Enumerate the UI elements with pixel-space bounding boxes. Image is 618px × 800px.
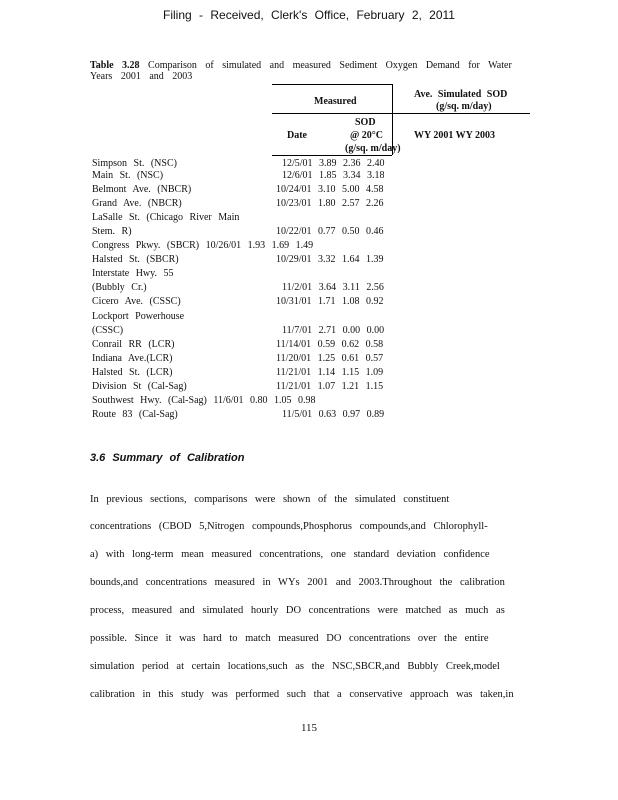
table-row bbox=[92, 226, 384, 238]
row-location: Southwest Hwy. (Cal-Sag) 11/6/01 0.80 1.05 0.98 bbox=[92, 395, 316, 406]
row-location: Lockport Powerhouse bbox=[92, 311, 185, 322]
row-values: 10/29/01 3.32 1.64 1.39 bbox=[276, 254, 384, 265]
row-values: 10/24/01 3.10 5.00 4.58 bbox=[276, 184, 384, 195]
table-row bbox=[92, 325, 385, 337]
row-values: 12/5/01 3.89 2.36 2.40 bbox=[282, 158, 385, 169]
row-location: (Bubbly Cr.) bbox=[92, 282, 147, 293]
table-row bbox=[92, 395, 316, 407]
row-location: Simpson St. (NSC) bbox=[92, 158, 177, 169]
table-row bbox=[92, 296, 384, 308]
table-row bbox=[92, 198, 384, 210]
row-location: Belmont Ave. (NBCR) bbox=[92, 184, 192, 195]
row-values: 11/2/01 3.64 3.11 2.56 bbox=[282, 282, 384, 293]
table-row bbox=[92, 158, 385, 170]
header-ave-units: (g/sq. m/day) bbox=[436, 101, 492, 112]
row-location: Halsted St. (SBCR) bbox=[92, 254, 179, 265]
table-divider-1 bbox=[392, 84, 393, 113]
table-row bbox=[92, 268, 174, 280]
header-measured: Measured bbox=[314, 96, 357, 107]
header-wy-columns: WY 2001 WY 2003 bbox=[414, 130, 496, 141]
row-values: 11/14/01 0.59 0.62 0.58 bbox=[276, 339, 384, 350]
row-location: LaSalle St. (Chicago River Main bbox=[92, 212, 240, 223]
page-number: 115 bbox=[300, 722, 318, 734]
row-location: Route 83 (Cal-Sag) bbox=[92, 409, 178, 420]
paragraph-line: concentrations (CBOD 5,Nitrogen compounds,Phosphorus compounds,and Chlorophyll- bbox=[90, 521, 488, 532]
paragraph-line: a) with long-term mean measured concentrations, one standard deviation confidence bbox=[90, 549, 490, 560]
paragraph-line: process, measured and simulated hourly DO concentrations were matched as much as bbox=[90, 605, 505, 616]
row-location: Main St. (NSC) bbox=[92, 170, 164, 181]
row-location: Halsted St. (LCR) bbox=[92, 367, 173, 378]
paragraph-line: bounds,and concentrations measured in WYs 2001 and 2003.Throughout the calibration bbox=[90, 577, 505, 588]
row-location: Division St (Cal-Sag) bbox=[92, 381, 187, 392]
row-location: Congress Pkwy. (SBCR) 10/26/01 1.93 1.69 1.49 bbox=[92, 240, 314, 251]
row-location: Interstate Hwy. 55 bbox=[92, 268, 174, 279]
section-heading: 3.6 Summary of Calibration bbox=[90, 452, 245, 464]
paragraph-line: calibration in this study was performed such that a conservative approach was taken,in bbox=[90, 689, 514, 700]
table-header-rule bbox=[272, 155, 392, 156]
table-divider-2 bbox=[392, 113, 393, 155]
row-values: 11/5/01 0.63 0.97 0.89 bbox=[282, 409, 385, 420]
row-values: 10/31/01 1.71 1.08 0.92 bbox=[276, 296, 384, 307]
row-values: 10/22/01 0.77 0.50 0.46 bbox=[276, 226, 384, 237]
table-row bbox=[92, 282, 384, 294]
table-row bbox=[92, 184, 384, 196]
table-caption-label: Table 3.28 bbox=[90, 60, 140, 71]
row-location: Conrail RR (LCR) bbox=[92, 339, 175, 350]
table-row bbox=[92, 212, 239, 224]
row-location: (CSSC) bbox=[92, 325, 124, 336]
table-row bbox=[92, 170, 385, 182]
table-row bbox=[92, 381, 384, 393]
row-values: 12/6/01 1.85 3.34 3.18 bbox=[282, 170, 385, 181]
table-caption-text: Comparison of simulated and measured Sediment Oxygen Demand for Water Years 2001 and 2003 bbox=[90, 60, 512, 82]
row-values: 11/21/01 1.07 1.21 1.15 bbox=[276, 381, 384, 392]
table-mid-rule bbox=[272, 113, 530, 114]
row-location: Cicero Ave. (CSSC) bbox=[92, 296, 181, 307]
paragraph-line: simulation period at certain locations,such as the NSC,SBCR,and Bubbly Creek,model bbox=[90, 661, 500, 672]
table-top-rule bbox=[272, 84, 392, 85]
header-sod-temp: @ 20°C bbox=[350, 130, 384, 141]
table-row bbox=[92, 367, 384, 379]
table-row bbox=[92, 240, 313, 252]
table-row bbox=[92, 409, 385, 421]
row-values: 10/23/01 1.80 2.57 2.26 bbox=[276, 198, 384, 209]
paragraph-line: possible. Since it was hard to match measured DO concentrations over the entire bbox=[90, 633, 489, 644]
row-values: 11/7/01 2.71 0.00 0.00 bbox=[282, 325, 385, 336]
paragraph-line: In previous sections, comparisons were shown of the simulated constituent bbox=[90, 494, 450, 505]
header-ave-simulated: Ave. Simulated SOD bbox=[414, 89, 508, 100]
table-caption bbox=[90, 60, 520, 82]
row-location: Stem. R) bbox=[92, 226, 132, 237]
table-row bbox=[92, 254, 384, 266]
row-values: 11/20/01 1.25 0.61 0.57 bbox=[276, 353, 384, 364]
header-sod: SOD bbox=[355, 117, 376, 128]
table-row bbox=[92, 353, 384, 365]
row-location: Grand Ave. (NBCR) bbox=[92, 198, 182, 209]
header-sod-units: (g/sq. m/day) bbox=[345, 143, 401, 154]
table-row bbox=[92, 339, 384, 351]
row-location: Indiana Ave.(LCR) bbox=[92, 353, 173, 364]
page-header: Filing - Received, Clerk's Office, February 2, 2011 bbox=[163, 8, 455, 22]
header-date: Date bbox=[287, 130, 307, 141]
table-row bbox=[92, 311, 184, 323]
row-values: 11/21/01 1.14 1.15 1.09 bbox=[276, 367, 384, 378]
